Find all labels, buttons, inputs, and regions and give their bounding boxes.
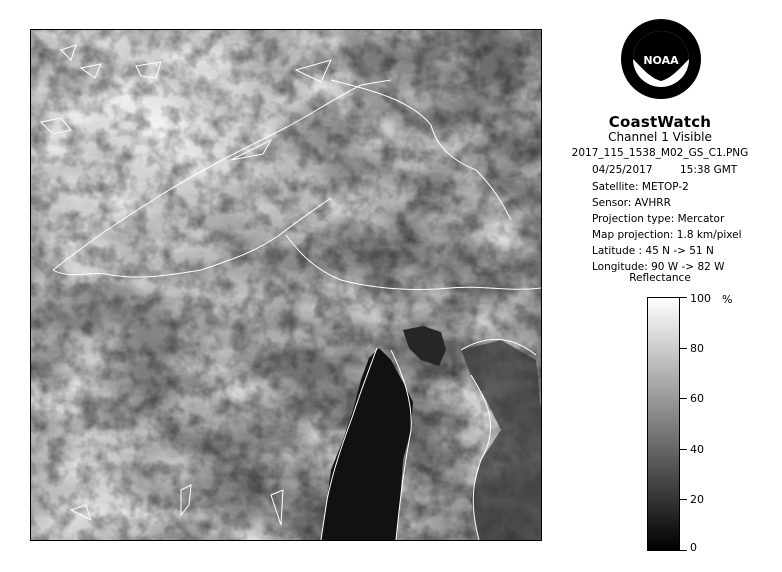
map-projection-label: Map projection: 1.8 km/pixel: [592, 229, 742, 241]
colorbar-tick-label: 60: [690, 392, 704, 405]
channel-subtitle: Channel 1 Visible: [608, 130, 712, 144]
longitude-label: Longitude: 90 W -> 82 W: [592, 261, 725, 273]
colorbar-tick-label: 80: [690, 342, 704, 355]
acquisition-date: 04/25/2017: [592, 164, 653, 176]
colorbar-tick: [680, 348, 687, 349]
app-title: CoastWatch: [608, 113, 712, 131]
reflectance-colorbar: [647, 297, 680, 551]
colorbar-tick-label: 40: [690, 443, 704, 456]
colorbar-tick: [680, 297, 687, 298]
noaa-logo: [620, 18, 702, 100]
colorbar-tick-label: 20: [690, 493, 704, 506]
colorbar-title: Reflectance: [629, 272, 691, 284]
satellite-image-canvas: [31, 30, 541, 540]
colorbar-unit: %: [722, 293, 733, 306]
colorbar-tick: [680, 550, 687, 551]
colorbar-tick-label: 100: [690, 292, 711, 305]
noaa-logo-text: NOAA: [643, 54, 679, 67]
colorbar-tick: [680, 499, 687, 500]
surface-texture: [31, 30, 541, 540]
sensor-label: Sensor: AVHRR: [592, 197, 671, 209]
colorbar-tick: [680, 398, 687, 399]
latitude-label: Latitude : 45 N -> 51 N: [592, 245, 714, 257]
projection-label: Projection type: Mercator: [592, 213, 725, 225]
satellite-label: Satellite: METOP-2: [592, 181, 689, 193]
colorbar-tick-label: 0: [690, 541, 697, 554]
satellite-image: [30, 29, 542, 541]
acquisition-time: 15:38 GMT: [680, 164, 738, 176]
colorbar-tick: [680, 449, 687, 450]
file-name: 2017_115_1538_M02_GS_C1.PNG: [571, 147, 749, 159]
